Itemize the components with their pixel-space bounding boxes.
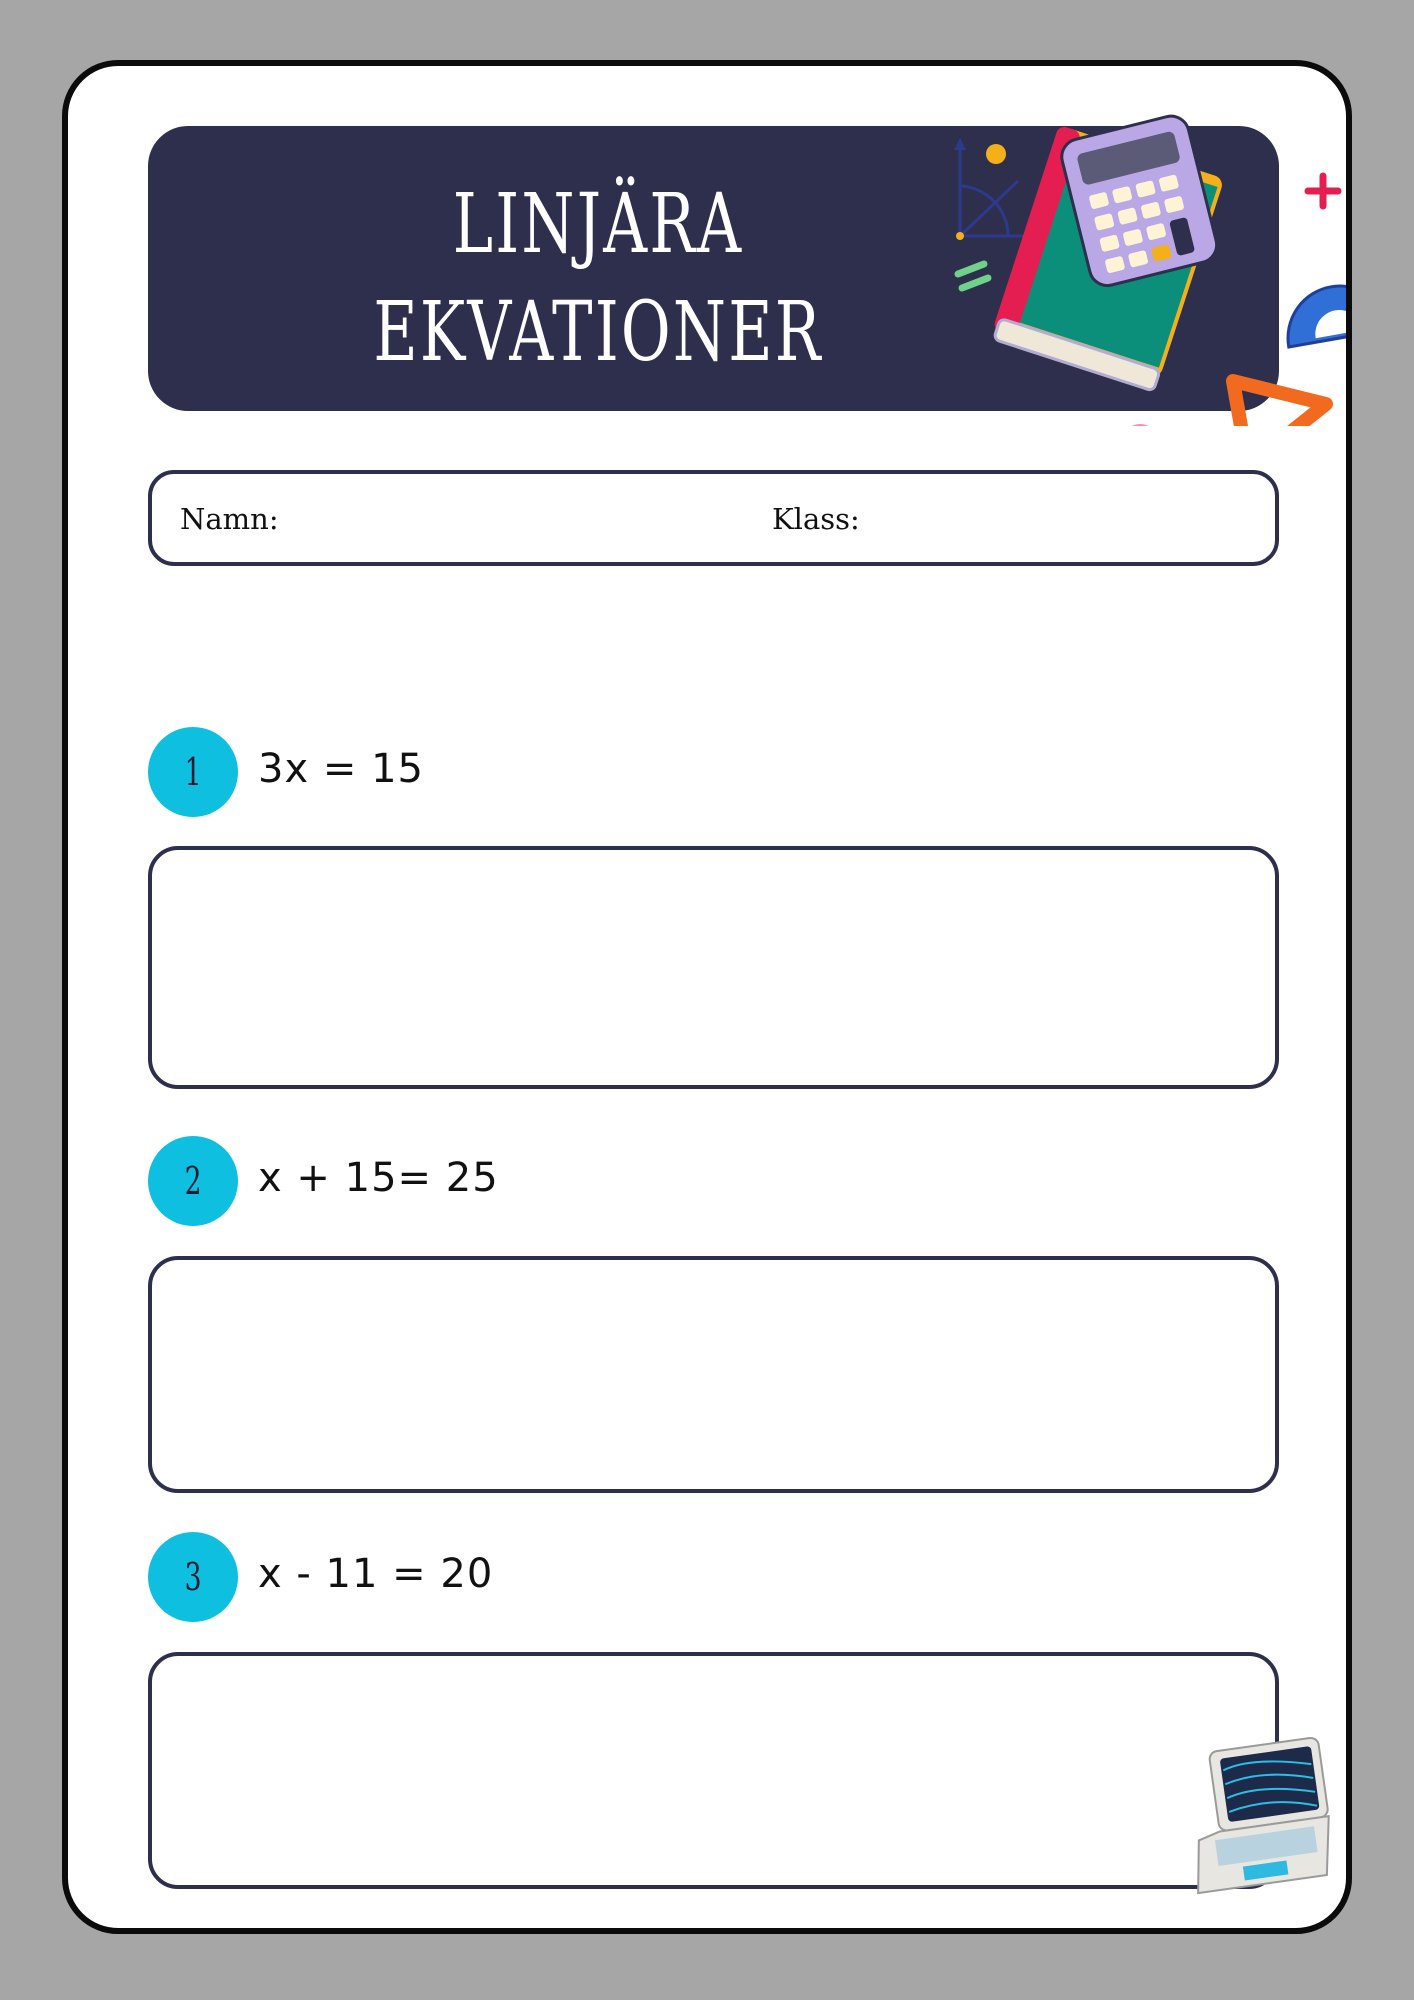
answer-box[interactable]: [148, 1256, 1279, 1493]
answer-box[interactable]: [148, 1652, 1279, 1889]
question-number-badge: [148, 727, 238, 817]
worksheet-page: [62, 60, 1352, 1934]
math-supplies-illustration-icon: [948, 86, 1352, 426]
question-number-badge: [148, 1532, 238, 1622]
question-equation: x + 15= 25: [258, 1155, 499, 1201]
question-equation: x - 11 = 20: [258, 1551, 494, 1597]
name-class-box: [148, 470, 1279, 566]
question-number-badge: [148, 1136, 238, 1226]
page-title: [317, 171, 879, 387]
laptop-illustration-icon: [1178, 1736, 1338, 1896]
name-label: Namn:: [180, 502, 279, 536]
answer-box[interactable]: [148, 846, 1279, 1089]
title-line-1: LINJÄRA: [452, 177, 744, 272]
question-number: 3: [184, 1555, 202, 1599]
question-number: 2: [184, 1159, 202, 1203]
class-label: Klass:: [772, 502, 860, 536]
title-line-2: EKVATIONER: [373, 285, 823, 380]
question-equation: 3x = 15: [258, 746, 424, 792]
question-number: 1: [184, 750, 202, 794]
